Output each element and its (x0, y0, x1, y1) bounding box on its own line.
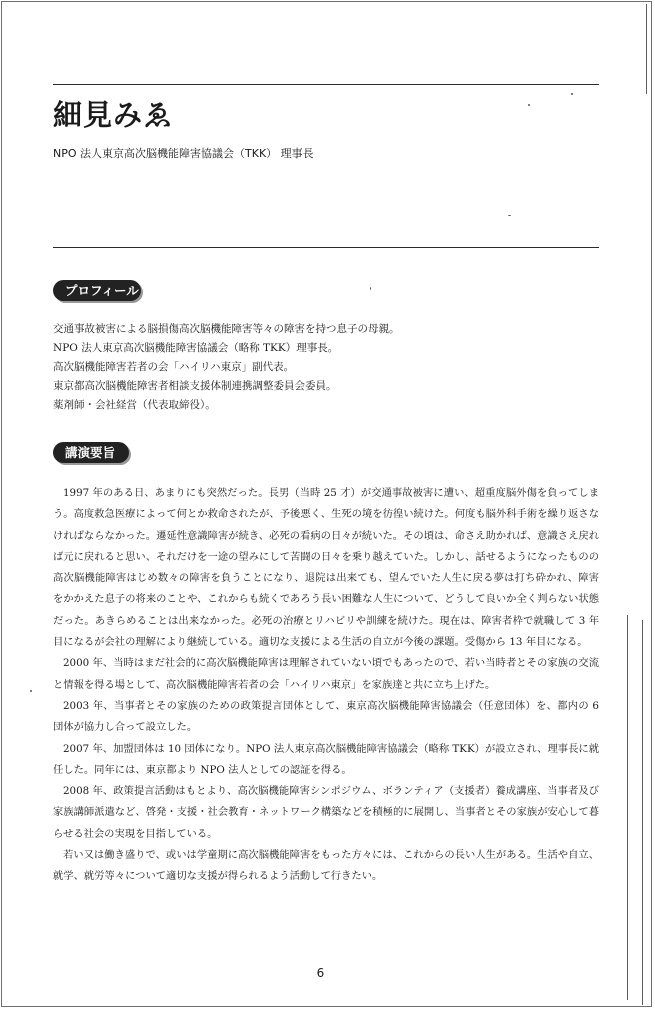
scan-speck (508, 215, 511, 216)
scan-speck (528, 104, 530, 106)
lecture-paragraph: 2000 年、当時はまだ社会的に高次脳機能障害は理解されていない頃でもあったので、若い当時者とその家族の交流と情報を得る場として、高次脳機能障害若者の会「ハイリハ東京」を家族達と共に立ち上げた。 (53, 657, 599, 691)
lecture-paragraph: 2008 年、政策提言活動はもとより、高次脳機能障害シンポジウム、ボランティア（支援者）養成講座、当事者及び家族講師派遣など、啓発・支援・社会教育・ネットワーク構築などを積極的に展開し、当事者とその家族が安心して暮らせる社会の実現を目指している。 (53, 785, 599, 840)
profile-heading: プロフィール (53, 280, 141, 301)
speaker-name: 細見みゑ (53, 98, 174, 132)
profile-line: 東京都高次脳機能障害者相談支援体制連携調整委員会委員。 (53, 380, 337, 392)
page-number: 6 (316, 966, 325, 980)
profile-line: NPO 法人東京高次脳機能障害協議会（略称 TKK）理事長。 (53, 342, 339, 354)
scan-edge-line (646, 4, 647, 94)
lecture-summary (53, 483, 599, 888)
lecture-paragraph: 1997 年のある日、あまりにも突然だった。長男（当時 25 才）が交通事故被害に遭い、超重度脳外傷を負ってしまう。高度救急医療によって何とか救命されたが、予後悪く、生死の境を彷徨い続けた。何度も脳外科手術を繰り返さなければならなかった。遷延性意識障害が続き、必死の看病の日々が続いた。その頃は、命さえ助かれば、意識さえ戻れば元に戻れると思い、それだけを一途の望みにして苦闘の日々を乗り越えていた。しかし、話せるようになったものの高次脳機能障害はじめ数々の障害を負うことになり、退院は出来ても、望んでいた人生に戻る夢は打ち砕かれ、障害をかかえた息子の将来のことや、これからも続くであろう長い困難な人生について、どうして良いか全く判らない状態だった。あきらめることは出来なかった。必死の治療とリハビリや訓練を続けた。現在は、障害者枠で就職して 3 年目になるが会社の理解により継続している。適切な支援による生活の自立が今後の課題。受傷から 13 年目になる。 (53, 487, 599, 649)
lecture-paragraph: 2007 年、加盟団体は 10 団体になり。NPO 法人東京高次脳機能障害協議会（略称 TKK）が設立され、理事長に就任した。同年には、東京都より NPO 法人としての認証を得る。 (53, 742, 599, 776)
lecture-heading: 講演要旨 (53, 442, 129, 463)
lecture-paragraph: 2003 年、当事者とその家族のための政策提言団体として、東京高次脳機能障害協議会（任意団体）を、都内の 6 団体が協力し合って設立した。 (53, 699, 599, 734)
profile-line: 高次脳機能障害若者の会「ハイリハ東京」副代表。 (53, 361, 295, 373)
speaker-affiliation: NPO 法人東京高次脳機能障害協議会（TKK） 理事長 (53, 147, 314, 160)
profile-line: 交通事故被害による脳損傷高次脳機能障害等々の障害を持つ息子の母親。 (53, 323, 400, 335)
lecture-paragraph: 若い又は働き盛りで、或いは学童期に高次脳機能障害をもった方々には、これからの長い人生がある。生活や自立、就学、就労等々について適切な支援が得られるよう活動して行きたい。 (53, 849, 599, 883)
profile-list (53, 320, 613, 415)
scan-speck (30, 690, 32, 692)
scan-edge-line (627, 615, 628, 1000)
profile-line: 薬剤師・会社経営（代表取締役）。 (53, 399, 216, 411)
scan-edge-line (642, 620, 643, 1005)
scan-speck (571, 93, 573, 95)
header-divider (53, 247, 599, 248)
top-divider (53, 84, 599, 85)
scan-speck (370, 287, 371, 290)
